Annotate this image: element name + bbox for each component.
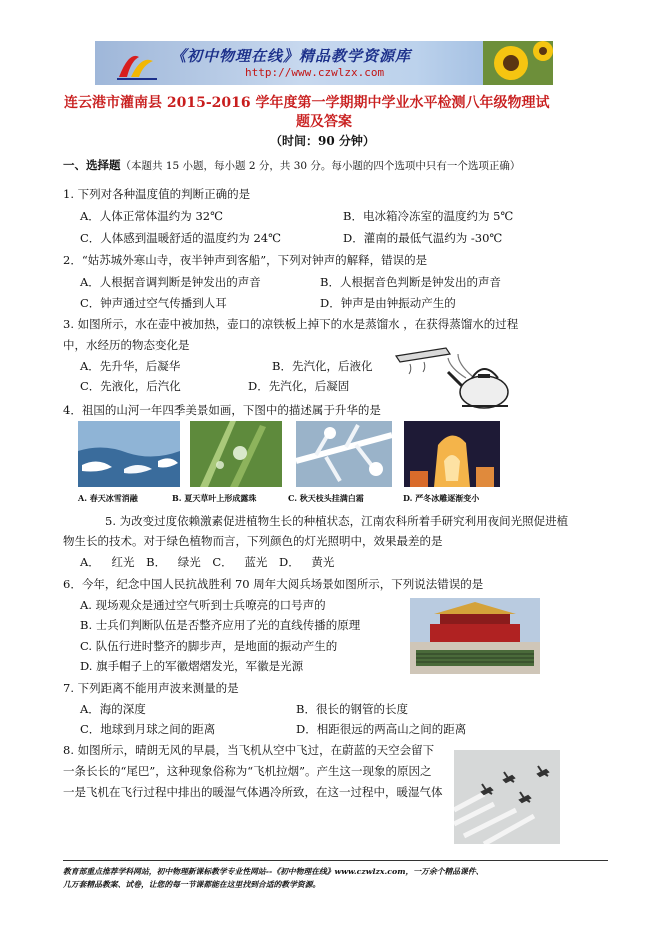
q4-caption-b: B. 夏天草叶上形成露珠	[172, 493, 257, 503]
q4-caption-a: A. 春天冰雪消融	[78, 493, 138, 503]
site-banner	[95, 41, 553, 85]
q2-option-c: C．钟声通过空气传播到人耳	[80, 296, 227, 310]
q7-option-b: B．很长的钢管的长度	[296, 702, 408, 716]
q5-options: A． 红光 B． 绿光 C． 蓝光 D． 黄光	[80, 555, 335, 569]
doc-title-line1: 连云港市灌南县 2015-2016 学年度第一学期期中学业水平检测八年级物理试	[64, 95, 550, 111]
q5-stem-line2: 物生长的技术。对于绿色植物而言，下列颜色的灯光照明中，效果最差的是	[63, 534, 443, 548]
q8-stem-line3: 一是飞机在飞行过程中排出的暖湿气体遇冷所致，在这一过程中，暖湿气体	[63, 785, 443, 799]
footer-line2: 几万套精品教案、试卷，让您的每一节课都能在这里找到合适的教学资源。	[63, 880, 321, 889]
q4-stem: 4．祖国的山河一年四季美景如画，下图中的描述属于升华的是	[63, 403, 381, 417]
kettle-distillation-figure	[388, 338, 520, 410]
q2-option-a: A．人根据音调判断是钟发出的声音	[80, 275, 261, 289]
q7-stem: 7. 下列距离不能用声波来测量的是	[63, 681, 239, 695]
banner-url: http://www.czwlzx.com	[245, 66, 385, 79]
q4-image-b-dew-on-grass	[190, 421, 282, 487]
q3-stem-line1: 3. 如图所示，水在壶中被加热，壶口的凉铁板上掉下的水是蒸馏水 ，在获得蒸馏水的过程	[63, 317, 519, 331]
q7-option-d: D．相距很远的两高山之间的距离	[296, 722, 467, 736]
q7-option-c: C．地球到月球之间的距离	[80, 722, 216, 736]
q4-image-c-frost-on-branches	[296, 421, 392, 487]
q8-stem-line1: 8. 如图所示，晴朗无风的早晨，当飞机从空中飞过，在蔚蓝的天空会留下	[63, 743, 435, 757]
parade-tiananmen-figure	[410, 598, 540, 674]
q1-option-a: A．人体正常体温约为 32℃	[80, 209, 223, 223]
q2-option-b: B．人根据音色判断是钟发出的声音	[320, 275, 501, 289]
q6-option-d: D. 旗手帽子上的军徽熠熠发光，军徽是光源	[80, 659, 304, 673]
q5-stem-line1: 5. 为改变过度依赖激素促进植物生长的种植状态，江南农科所着手研究利用夜间光照促进植	[105, 514, 569, 528]
q6-option-c: C. 队伍行进时整齐的脚步声，是地面的振动产生的	[80, 639, 338, 653]
q4-image-a-ice-melting	[78, 421, 180, 487]
exam-time: （时间：90 分钟）	[270, 134, 375, 148]
q2-option-d: D．钟声是由钟振动产生的	[320, 296, 456, 310]
q6-option-a: A. 现场观众是通过空气听到士兵嘹亮的口号声的	[80, 598, 326, 612]
q4-caption-d: D. 严冬冰雕逐渐变小	[403, 493, 480, 503]
footer-divider	[63, 860, 608, 861]
q1-stem: 1. 下列对各种温度值的判断正确的是	[63, 187, 251, 201]
q7-option-a: A．海的深度	[80, 702, 146, 716]
q4-image-d-ice-sculpture	[404, 421, 500, 487]
q2-stem: 2．“姑苏城外寒山寺，夜半钟声到客船”，下列对钟声的解释，错误的是	[63, 253, 428, 267]
q1-option-d: D．灌南的最低气温约为 -30℃	[343, 231, 503, 245]
q3-option-b: B．先汽化，后液化	[272, 359, 373, 373]
section-title: 一、选择题	[63, 158, 121, 172]
q3-stem-line2: 中，水经历的物态变化是	[63, 338, 190, 352]
q6-stem: 6．今年，纪念中国人民抗战胜利 70 周年大阅兵场景如图所示，下列说法错误的是	[63, 577, 484, 591]
q1-option-b: B．电冰箱冷冻室的温度约为 5℃	[343, 209, 514, 223]
banner-title: 《初中物理在线》精品教学资源库	[171, 47, 412, 65]
q3-option-d: D．先汽化，后凝固	[248, 379, 350, 393]
sunflower-icon	[483, 41, 553, 85]
q3-option-a: A．先升华，后凝华	[80, 359, 181, 373]
site-logo-icon	[117, 47, 157, 81]
q6-option-b: B. 士兵们判断队伍是否整齐应用了光的直线传播的原理	[80, 618, 361, 632]
section-header	[63, 157, 520, 175]
airplane-contrails-figure	[454, 750, 560, 844]
q1-option-c: C．人体感到温暖舒适的温度约为 24℃	[80, 231, 281, 245]
q4-caption-c: C. 秋天枝头挂满白霜	[288, 493, 364, 503]
section-note: （本题共 15 小题，每小题 2 分，共 30 分。每小题的四个选项中只有一个选项正确）	[120, 160, 521, 172]
doc-title-line2: 题及答案	[296, 114, 352, 130]
footer-line1: 教育部重点推荐学科网站，初中物理新课标教学专业性网站--《初中物理在线》www.czwlzx.com，一万余个精品课件、	[63, 867, 484, 876]
q3-option-c: C．先液化，后汽化	[80, 379, 181, 393]
q8-stem-line2: 一条长长的“尾巴”，这种现象俗称为“飞机拉烟”。产生这一现象的原因之	[63, 764, 432, 778]
